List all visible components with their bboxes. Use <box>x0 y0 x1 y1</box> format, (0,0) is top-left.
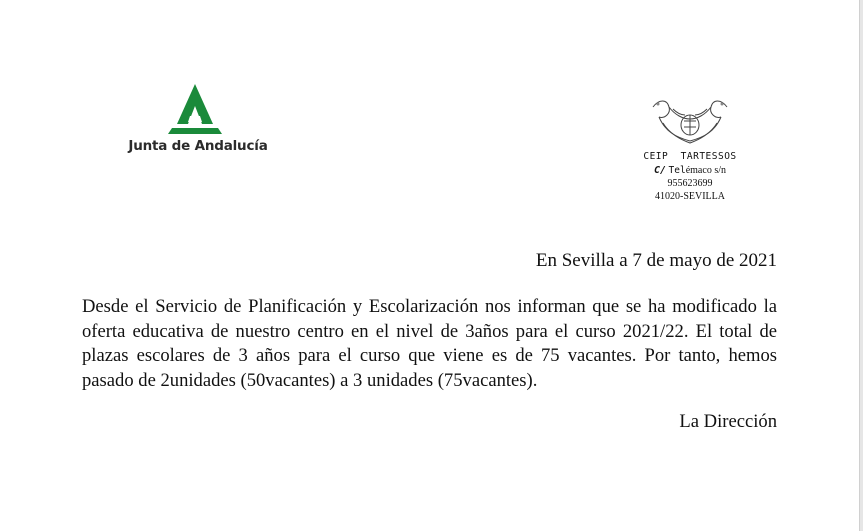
letter-date: En Sevilla a 7 de mayo de 2021 <box>535 250 777 271</box>
street-prefix: C/ <box>654 165 667 176</box>
school-address-block <box>600 150 780 203</box>
school-name: CEIP TARTESSOS <box>643 151 737 162</box>
street-name-start: Tel <box>668 165 686 176</box>
school-street <box>600 164 780 177</box>
street-name-end: émaco s/n <box>685 165 726 176</box>
school-emblem-icon <box>649 97 731 147</box>
school-phone: 955623699 <box>667 178 713 189</box>
institution-logo-text: Junta de Andalucía <box>128 138 268 154</box>
school-postal-city: 41020-SEVILLA <box>655 191 725 202</box>
letter-body: Desde el Servicio de Planificación y Escolarización nos informan que se ha modificado la oferta educativa de nuestro centro en el nivel de 3años para el curso 2021/22. El total de plazas escolares de 3 años para el curso que viene es de 75 vacantes. Por tanto, hemos pasado de 2unidades (50vacantes) a 3 unidades (75vacantes). <box>82 296 777 391</box>
letter-signature: La Dirección <box>679 411 777 432</box>
page-edge <box>859 0 863 531</box>
junta-andalucia-logo-icon <box>166 82 224 136</box>
